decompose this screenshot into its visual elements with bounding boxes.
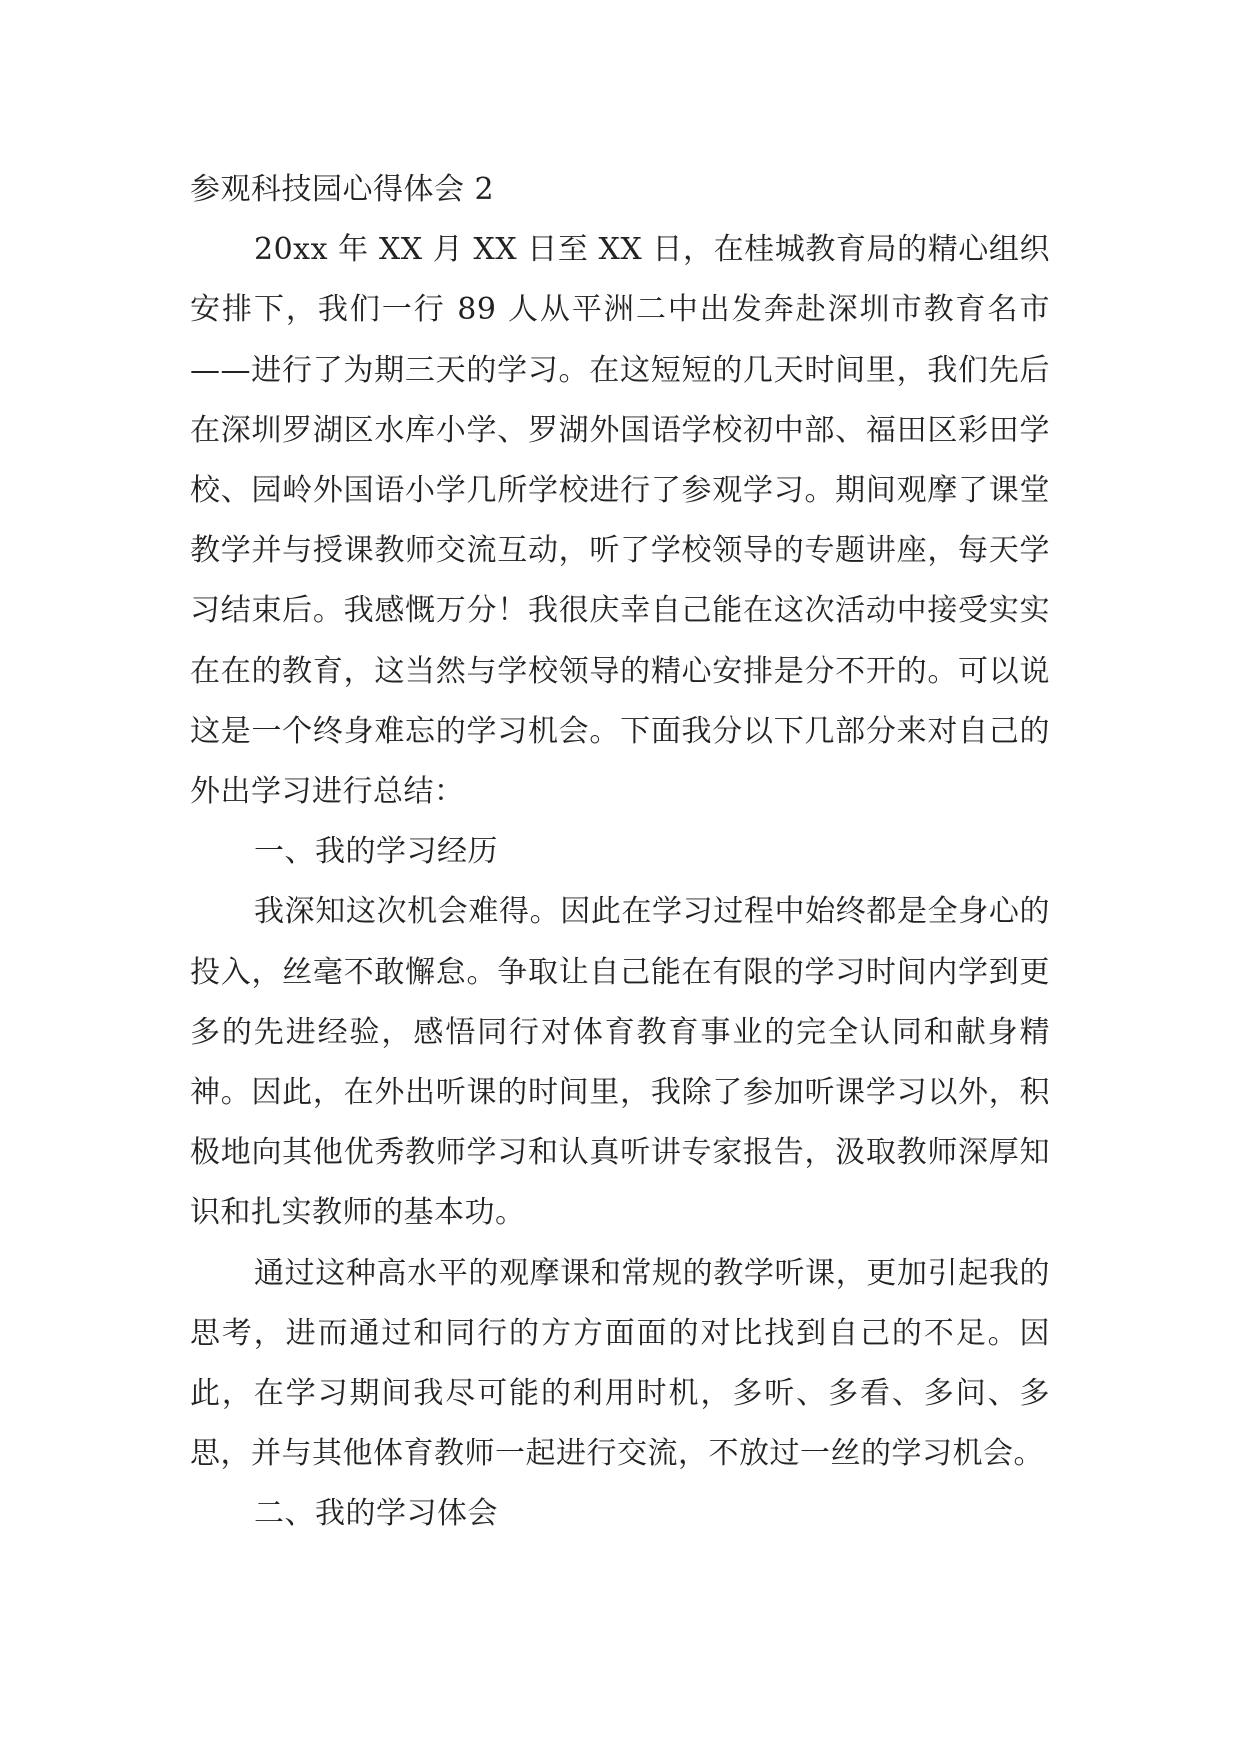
- paragraph-intro: 20xx 年 XX 月 XX 日至 XX 日，在桂城教育局的精心组织安排下，我们一行 89 人从平洲二中出发奔赴深圳市教育名市——进行了为期三天的学习。在这短短的几天时间里，我们先后在深圳罗湖区水库小学、罗湖外国语学校初中部、福田区彩田学校、园岭外国语小学几所学校进行了参观学习。期间观摩了课堂教学并与授课教师交流互动，听了学校领导的专题讲座，每天学习结束后。我感慨万分！我很庆幸自己能在这次活动中接受实实在在的教育，这当然与学校领导的精心安排是分不开的。可以说这是一个终身难忘的学习机会。下面我分以下几部分来对自己的外出学习进行总结：: [190, 232, 1050, 810]
- section-heading-learning-insights: 二、我的学习体会: [254, 1496, 498, 1532]
- paragraph-observation-reflection: 通过这种高水平的观摩课和常规的教学听课，更加引起我的思考，进而通过和同行的方方面面的对比找到自己的不足。因此，在学习期间我尽可能的利用时机，多听、多看、多问、多思，并与其他体育教师一起进行交流，不放过一丝的学习机会。: [190, 1255, 1050, 1472]
- section-heading-learning-experience: 一、我的学习经历: [254, 834, 498, 870]
- document-body: [190, 160, 1050, 1545]
- paragraph-learning-experience: 我深知这次机会难得。因此在学习过程中始终都是全身心的投入，丝毫不敢懈怠。争取让自己能在有限的学习时间内学到更多的先进经验，感悟同行对体育教育事业的完全认同和献身精神。因此，在外出听课的时间里，我除了参加听课学习以外，积极地向其他优秀教师学习和认真听讲专家报告，汲取教师深厚知识和扎实教师的基本功。: [190, 894, 1050, 1231]
- document-title: 参观科技园心得体会 2: [190, 172, 495, 207]
